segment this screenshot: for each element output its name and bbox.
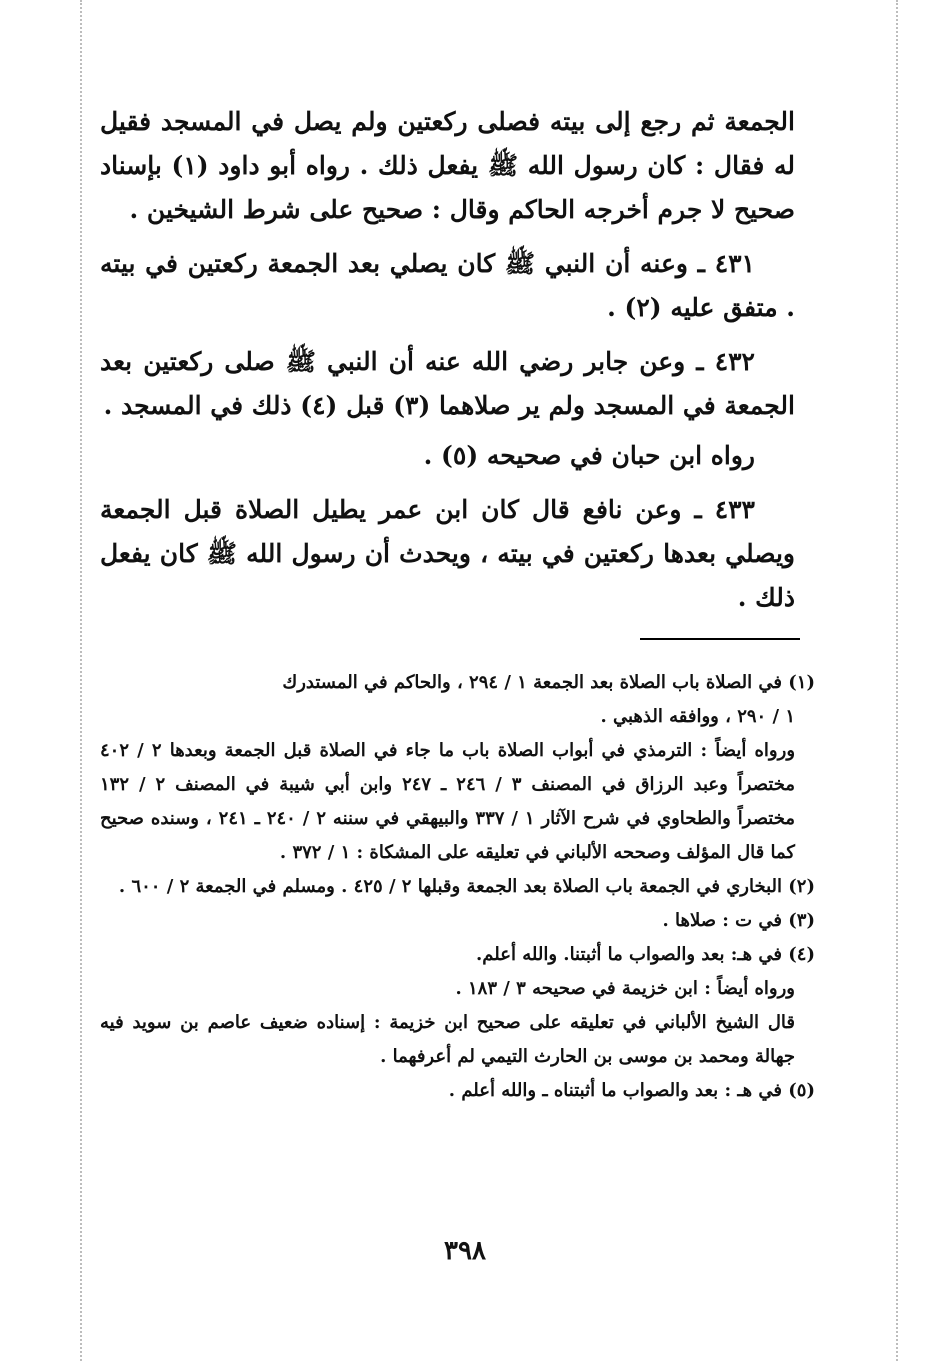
- hadith-432: ٤٣٢ ـ وعن جابر رضي الله عنه أن النبي ﷺ صلى ركعتين بعد الجمعة في المسجد ولم ير صلاهما (٣) قبل (٤) ذلك في المسجد .: [100, 347, 795, 420]
- footnote-1: (١) في الصلاة باب الصلاة بعد الجمعة ١ / ٢٩٤ ، والحاكم في المستدرك: [282, 672, 815, 693]
- footnote-1-line2: ١ / ٢٩٠ ، ووافقه الذهبي .: [600, 706, 795, 727]
- footnote-4-comment: قال الشيخ الألباني في تعليقه على صحيح ابن خزيمة : إسناده ضعيف عاصم بن سويد فيه جهالة ومحمد بن موسى بن الحارث التيمي لم أعرفهما .: [100, 1012, 795, 1067]
- footnote-1-more: ورواه أيضاً : الترمذي في أبواب الصلاة باب ما جاء في الصلاة قبل الجمعة وبعدها ٢ / ٤٠٢ مختصراً وعبد الرزاق في المصنف ٣ / ٢٤٦ ـ ٢٤٧ وابن أبي شيبة في المصنف ٢ / ١٣٢ مختصراً والطحاوي في شرح الآثار ١ / ٣٣٧ والبيهقي في سننه ٢ / ٢٤٠ ـ ٢٤١ ، وسنده صحيح كما قال المؤلف وصححه الألباني في تعليقه على المشكاة : ١ / ٣٧٢ .: [100, 740, 796, 863]
- footnote-5: (٥) في هـ : بعد والصواب ما أثبتناه ـ والله أعلم .: [448, 1080, 815, 1101]
- footnote-3: (٣) في ت : صلاها .: [662, 910, 815, 931]
- footnote-2: (٢) البخاري في الجمعة باب الصلاة بعد الجمعة وقبلها ٢ / ٤٢٥ . ومسلم في الجمعة ٢ / ٦٠٠ .: [118, 876, 815, 897]
- footnote-4: (٤) في هـ: بعد والصواب ما أثبتنا. والله أعلم.: [476, 944, 815, 965]
- hadith-431: ٤٣١ ـ وعنه أن النبي ﷺ كان يصلي بعد الجمعة ركعتين في بيته . متفق عليه (٢) .: [100, 249, 795, 322]
- footnotes: [100, 666, 815, 1108]
- hadith-433: ٤٣٣ ـ وعن نافع قال كان ابن عمر يطيل الصلاة قبل الجمعة ويصلي بعدها ركعتين في بيته ، ويحدث أن رسول الله ﷺ كان يفعل ذلك .: [100, 495, 795, 612]
- left-margin-dots: [80, 0, 82, 1361]
- footnote-4-more: ورواه أيضاً : ابن خزيمة في صحيحه ٣ / ١٨٣ .: [455, 978, 795, 999]
- footnote-separator: [640, 638, 800, 640]
- right-margin-dots: [896, 0, 898, 1361]
- paragraph-continued: الجمعة ثم رجع إلى بيته فصلى ركعتين ولم يصل في المسجد فقيل له فقال : كان رسول الله ﷺ يفعل ذلك . رواه أبو داود (١) بإسناد صحيح لا جرم أخرجه الحاكم وقال : صحيح على شرط الشيخين .: [100, 107, 796, 224]
- main-text: [100, 100, 795, 620]
- hadith-432-source: رواه ابن حبان في صحيحه (٥) .: [423, 441, 755, 470]
- page-number: ٣٩٨: [444, 1236, 486, 1266]
